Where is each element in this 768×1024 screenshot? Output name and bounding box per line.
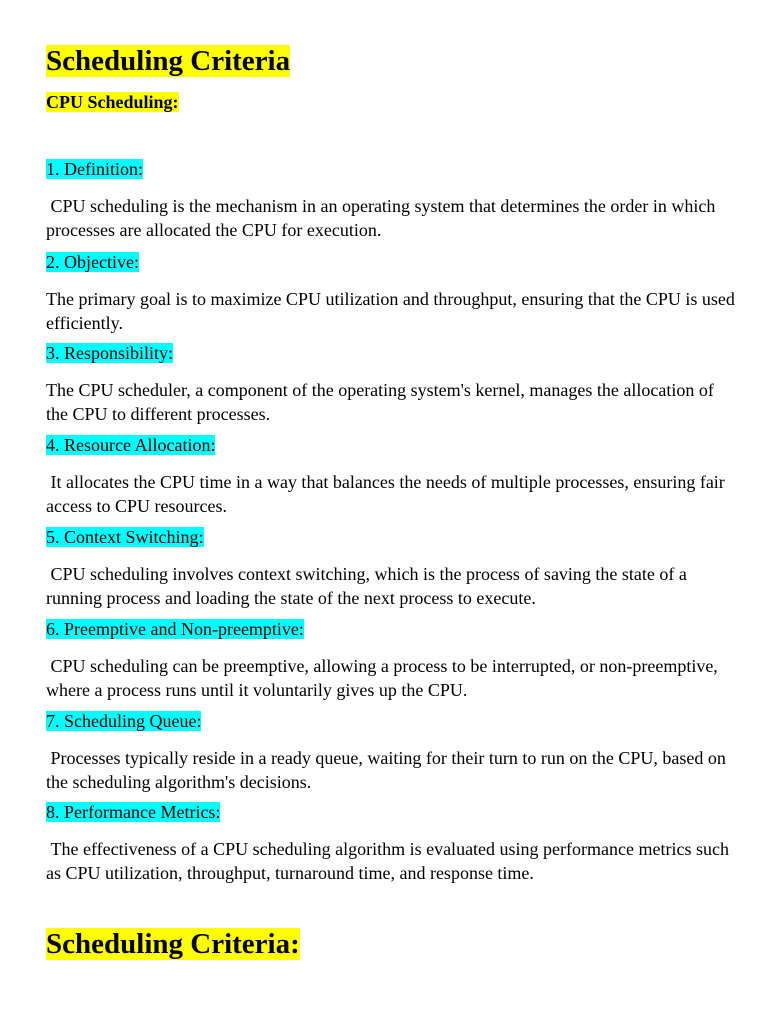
section-body: The primary goal is to maximize CPU utilization and throughput, ensuring that the CPU is used efficiently. [46, 289, 740, 333]
section-definition [46, 158, 736, 242]
section-preemptive [46, 618, 736, 702]
section-heading-text: 1. Definition: [46, 159, 143, 179]
page-subtitle-text: CPU Scheduling: [46, 92, 179, 112]
section-heading [46, 526, 736, 548]
section-performance-metrics [46, 801, 736, 885]
section-heading-text: 4. Resource Allocation: [46, 435, 216, 455]
section-heading-text: 2. Objective: [46, 252, 139, 272]
section-objective [46, 251, 740, 335]
section-heading [46, 710, 736, 732]
section-title-criteria [46, 927, 300, 961]
section-body: It allocates the CPU time in a way that balances the needs of multiple processes, ensuring fair access to CPU resources. [46, 472, 730, 516]
section-heading-text: 8. Performance Metrics: [46, 802, 221, 822]
section-body: CPU scheduling is the mechanism in an operating system that determines the order in which processes are allocated the CPU for execution. [46, 196, 720, 240]
section-heading [46, 251, 736, 273]
page-subtitle [46, 91, 179, 113]
section-body: The effectiveness of a CPU scheduling algorithm is evaluated using performance metrics such as CPU utilization, throughput, turnaround time, and response time. [46, 839, 734, 883]
section-resource-allocation [46, 434, 736, 518]
section-heading [46, 158, 736, 180]
section-body: The CPU scheduler, a component of the operating system's kernel, manages the allocation of the CPU to different processes. [46, 380, 719, 424]
section-heading-text: 6. Preemptive and Non-preemptive: [46, 619, 304, 639]
section-context-switching [46, 526, 736, 610]
section-heading [46, 801, 736, 823]
section-heading [46, 342, 736, 364]
section-heading [46, 434, 736, 456]
section-heading-text: 3. Responsibility: [46, 343, 174, 363]
section-heading-text: 7. Scheduling Queue: [46, 711, 202, 731]
section-scheduling-queue [46, 710, 736, 794]
section-body: Processes typically reside in a ready queue, waiting for their turn to run on the CPU, based on the scheduling algorithm's decisions. [46, 748, 731, 792]
section-heading-text: 5. Context Switching: [46, 527, 204, 547]
page-title-text: Scheduling Criteria [46, 45, 291, 77]
section-heading [46, 618, 736, 640]
section-title-criteria-text: Scheduling Criteria: [46, 928, 300, 960]
section-responsibility [46, 342, 736, 426]
section-body: CPU scheduling involves context switching, which is the process of saving the state of a running process and loading the state of the next process to execute. [46, 564, 692, 608]
section-body: CPU scheduling can be preemptive, allowing a process to be interrupted, or non-preemptive, where a process runs until it voluntarily gives up the CPU. [46, 656, 723, 700]
page-title [46, 44, 290, 78]
